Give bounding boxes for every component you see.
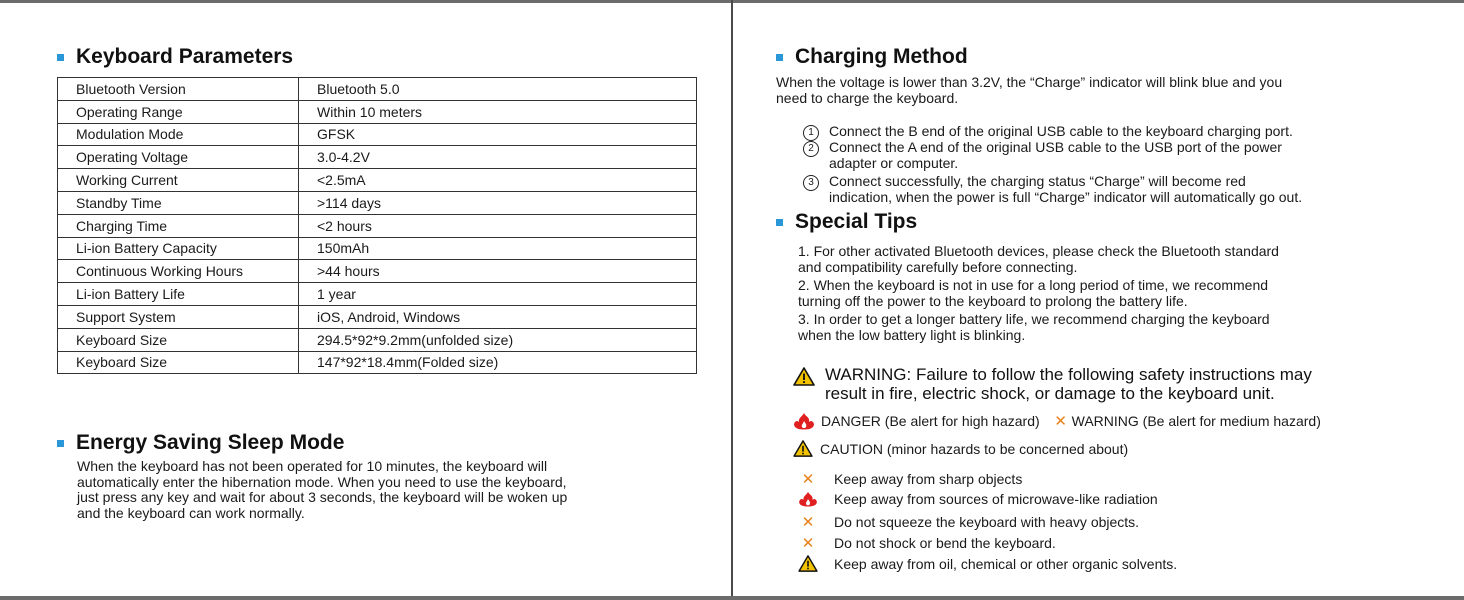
param-key: Li-ion Battery Capacity: [58, 237, 299, 260]
warning-triangle-icon: [793, 440, 813, 457]
param-key: Support System: [58, 305, 299, 328]
bullet-icon: [776, 54, 783, 61]
param-key: Bluetooth Version: [58, 78, 299, 101]
tip-line: 3. In order to get a longer battery life, we recommend charging the keyboard: [798, 311, 1270, 327]
table-row: [58, 351, 697, 374]
param-key: Operating Voltage: [58, 146, 299, 169]
tip-line: 2. When the keyboard is not in use for a long period of time, we recommend: [798, 277, 1269, 293]
warning-triangle-icon: [796, 555, 820, 572]
charging-step-2: 2 Connect the A end of the original USB cable to the USB port of the power adapter or computer.: [803, 140, 1282, 171]
table-row: [58, 328, 697, 351]
table-row: [58, 78, 697, 101]
table-row: [58, 146, 697, 169]
bottom-border: [0, 596, 1464, 600]
step-number-icon: 3: [803, 175, 819, 191]
list-item: ✕ Keep away from sharp objects: [796, 470, 1022, 488]
table-row: [58, 260, 697, 283]
param-key: Working Current: [58, 169, 299, 192]
param-key: Li-ion Battery Life: [58, 283, 299, 306]
table-row: [58, 237, 697, 260]
param-value: Bluetooth 5.0: [299, 78, 697, 101]
danger-label: DANGER (Be alert for high hazard): [821, 413, 1040, 429]
tip-line: 1. For other activated Bluetooth devices, please check the Bluetooth standard: [798, 243, 1279, 259]
column-divider: [731, 0, 733, 600]
param-key: Keyboard Size: [58, 351, 299, 374]
param-value: iOS, Android, Windows: [299, 305, 697, 328]
param-value: 150mAh: [299, 237, 697, 260]
step-number-icon: 2: [803, 141, 819, 157]
param-key: Keyboard Size: [58, 328, 299, 351]
hazard-legend-row: [793, 412, 1321, 430]
charging-intro: When the voltage is lower than 3.2V, the “Charge” indicator will blink blue and you need to charge the keyboard.: [776, 74, 1283, 106]
table-row: [58, 283, 697, 306]
param-key: Modulation Mode: [58, 123, 299, 146]
param-value: Within 10 meters: [299, 100, 697, 123]
bullet-icon: [57, 54, 64, 61]
param-value: GFSK: [299, 123, 697, 146]
param-key: Operating Range: [58, 100, 299, 123]
param-value: <2 hours: [299, 214, 697, 237]
x-mark-icon: ✕: [801, 535, 815, 552]
caution-row: [793, 440, 1128, 457]
charging-step-3: 3 Connect successfully, the charging status “Charge” will become red indication, when the power is full “Charge” indicator will automatically go out.: [803, 174, 1302, 205]
tip-line: and compatibility carefully before connecting.: [798, 259, 1078, 275]
list-item: ✕ Do not shock or bend the keyboard.: [796, 534, 1056, 552]
sleep-mode-heading: Energy Saving Sleep Mode: [57, 431, 344, 455]
list-item: ✕ Do not squeeze the keyboard with heavy objects.: [796, 513, 1139, 531]
param-key: Charging Time: [58, 214, 299, 237]
keyboard-parameters-heading: Keyboard Parameters: [57, 45, 293, 69]
bullet-icon: [57, 440, 64, 447]
list-item: Keep away from oil, chemical or other organic solvents.: [796, 555, 1177, 572]
table-row: [58, 123, 697, 146]
bullet-icon: [776, 219, 783, 226]
warning-block: WARNING: Failure to follow the following safety instructions may result in fire, electric shock, or damage to the keyboard unit.: [793, 366, 1312, 403]
tip-line: when the low battery light is blinking.: [798, 327, 1026, 343]
special-tips-heading: Special Tips: [776, 210, 917, 234]
table-row: [58, 214, 697, 237]
warning-label: WARNING (Be alert for medium hazard): [1071, 413, 1321, 429]
table-row: [58, 305, 697, 328]
param-value: >114 days: [299, 191, 697, 214]
charging-method-heading: Charging Method: [776, 45, 968, 69]
table-row: [58, 169, 697, 192]
param-value: 3.0-4.2V: [299, 146, 697, 169]
param-key: Standby Time: [58, 191, 299, 214]
param-value: <2.5mA: [299, 169, 697, 192]
step-number-icon: 1: [803, 125, 819, 141]
charging-step-1: 1 Connect the B end of the original USB cable to the keyboard charging port.: [803, 124, 1293, 141]
caution-label: CAUTION (minor hazards to be concerned about): [820, 440, 1129, 457]
param-value: 147*92*18.4mm(Folded size): [299, 351, 697, 374]
warning-triangle-icon: [793, 367, 815, 386]
x-mark-icon: ✕: [801, 514, 815, 531]
list-item: Keep away from sources of microwave-like radiation: [796, 491, 1158, 507]
table-row: [58, 100, 697, 123]
tip-line: turning off the power to the keyboard to prolong the battery life.: [798, 293, 1188, 309]
param-value: 1 year: [299, 283, 697, 306]
x-mark-icon: ✕: [1054, 413, 1067, 430]
sleep-mode-paragraph: When the keyboard has not been operated for 10 minutes, the keyboard will automatically enter the hibernation mode. When you need to use the keyboard, just press any key and wait for about 3 seconds, the keyboard will be woken up and the keyboard can work normally.: [77, 458, 568, 521]
parameters-table: [57, 77, 697, 374]
param-value: 294.5*92*9.2mm(unfolded size): [299, 328, 697, 351]
fire-icon: [793, 412, 815, 430]
table-row: [58, 191, 697, 214]
param-key: Continuous Working Hours: [58, 260, 299, 283]
param-value: >44 hours: [299, 260, 697, 283]
fire-icon: [796, 491, 820, 507]
x-mark-icon: ✕: [801, 471, 815, 488]
